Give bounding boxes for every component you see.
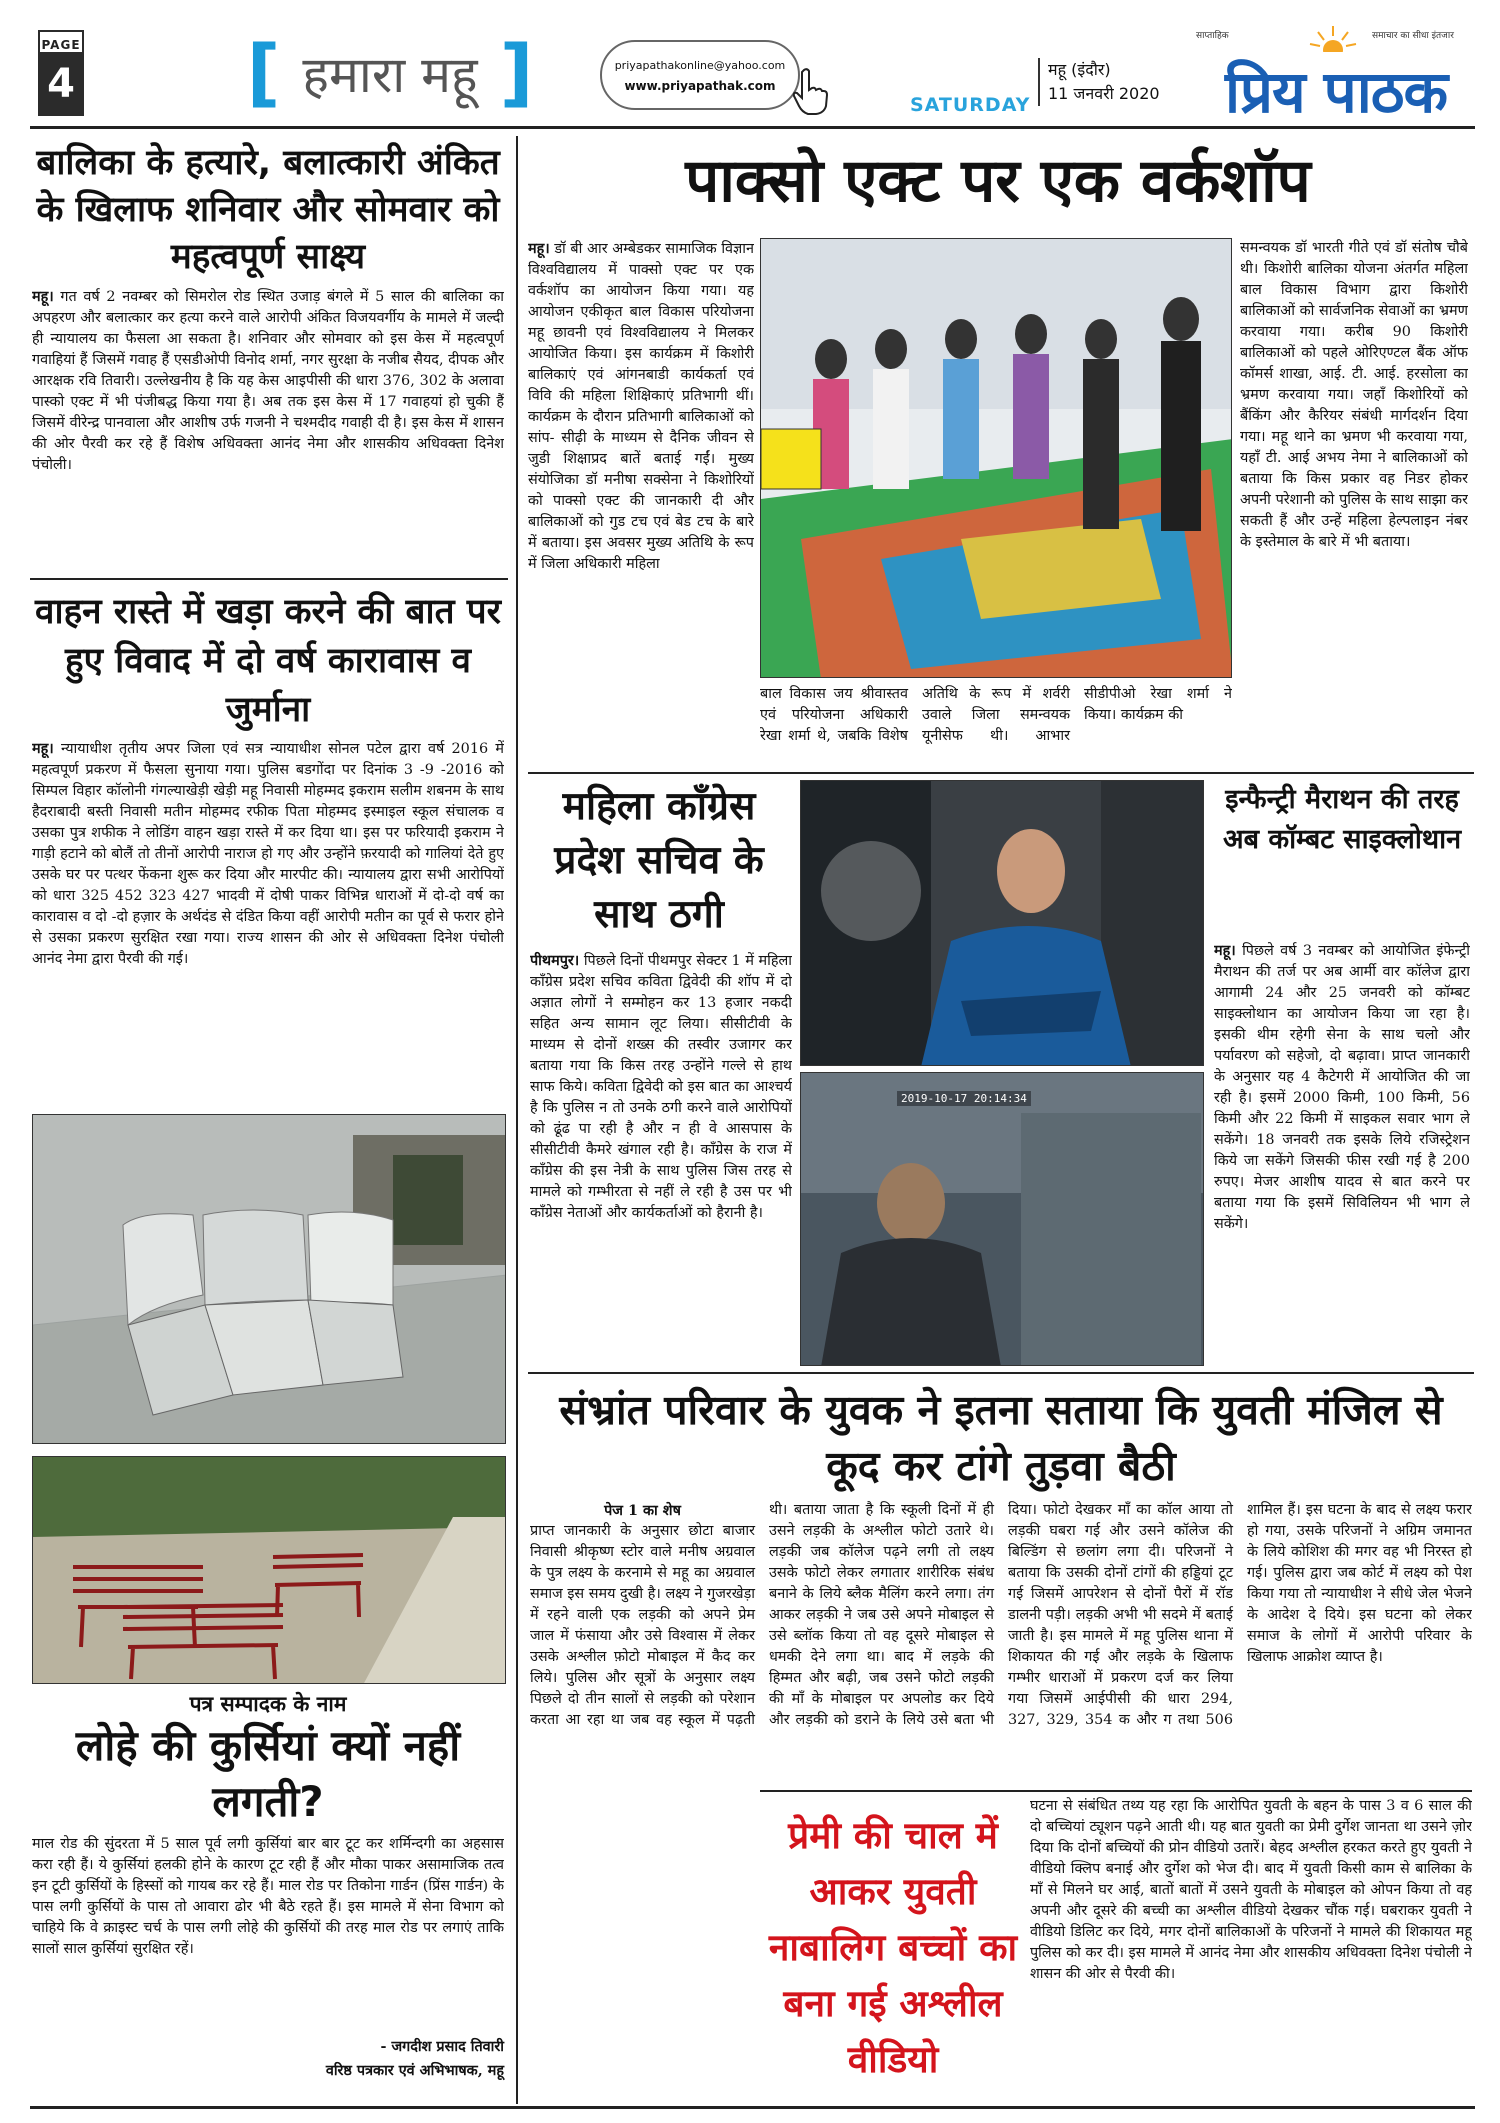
a3-body-right: समन्वयक डॉ भारती गीते एवं डॉ संतोष चौबे थी। किशोरी बालिका योजना अंतर्गत महिला बाल विकास विभाग द्वारा किशोरी बालिकाओं को सार्वजनिक सेवाओं का भ्रमण करवाया गया। करीब 90 किशोरी बालिकाओं को पहले ओरिएण्टल बैंक ऑफ कॉमर्स शाखा, आई. टी. आई. हरसोला का भ्रमण करवाया गया। जहाँ किशोरियों को बैंकिंग और कैरियर संबंधी मार्गदर्शन दिया गया। महू थाने का भ्रमण भी करवाया गया, यहाँ टी. आई अभय नेमा ने बालिकाओं को बताया कि किस प्रकार वह निडर होकर अपनी परेशानी को पुलिस के साथ साझा कर सकती हैं और उन्हें महिला हेल्पलाइन नंबर के इस्तेमाल के बारे में भी बताया। — [1240, 240, 1468, 550]
a3-text-left: डॉ बी आर अम्बेडकर सामाजिक विज्ञान विश्वविद्यालय में पाक्सो एक्ट पर एक वर्कशॉप का आयोजन किया गया। यह आयोजन एकीकृत बाल विकास परियोजना महू छावनी एवं विश्वविद्यालय ने मिलकर आयोजित किया। इस कार्यक्रम में किशोरी बालिकाएं एवं आंगनबाडी कार्यकर्ता एवं विवि की महिला शिक्षिकाएं प्रतिभागी थीं। कार्यक्रम के दौरान प्रतिभागी बालिकाओं को सांप- सीढ़ी के माध्यम से दैनिक जीवन से जुडी शिक्षाप्रद बातें बताई गईं। मुख्य संयोजिका डॉ मनीषा सक्सेना ने किशोरियों को पाक्सो एक्ट की जानकारी दी और बालिकाओं को गुड टच एवं बेड टच के बारे में बताया। इस अवसर मुख्य अतिथि के रूप में जिला अधिकारी महिला — [528, 241, 754, 572]
divider — [30, 578, 508, 580]
left-bracket-icon: [ — [246, 30, 281, 116]
a6-continued: पेज 1 का शेष — [604, 1502, 681, 1519]
a5-dateline: महू। — [1214, 942, 1236, 959]
a4-text: पिछले दिनों पीथमपुर सेक्टर 1 में महिला कॉंग्रेस प्रदेश सचिव कविता द्विवेदी की शॉप में दो अज्ञात लोगों ने सम्मोहन कर 13 हजार नकदी सहित अन्य सामान लूट लिया। सीसीटीवी के माध्यम से दोनों शख्स की तस्वीर उजागर कर बताया गया कि किस तरह उन्होंने गल्ले से हाथ साफ किये। कविता द्विवेदी को इस बात का आश्चर्य है कि पुलिस न तो उनके ठगी करने वाले आरोपियों को ढूंढ पा रही है और न ही वे आसपास के सीसीटीवी कैमरे खंगाल रही है। कॉंग्रेस के राज में कॉंग्रेस की इस नेत्री के साथ पुलिस जिस तरह से मामले को गम्भीरता से नहीं ले रही है उस पर भी कॉंग्रेस नेताओं और कार्यकर्ताओं को हैरानी है। — [530, 953, 792, 1221]
a6-body-continuation — [530, 1790, 752, 2102]
right-bracket-icon: ] — [499, 30, 534, 116]
section-name: हमारा महू — [302, 46, 478, 104]
divider — [528, 772, 1474, 774]
column-rule — [516, 136, 518, 2104]
a7-signature: - जगदीश प्रसाद तिवारी — [380, 2038, 504, 2055]
a2-text: न्यायाधीश तृतीय अपर जिला एवं सत्र न्यायाधीश सोनल पटेल द्वारा वर्ष 2016 में महत्वपूर्ण प्रकरण में फैसला सुनाया गया। पुलिस बडगोंदा पर दिनांक 3 -9 -2016 को सिम्पल विहार कॉलोनी गंगल्याखेड़ी खेड़ी महू निवासी मोहम्मद इकराम सलीम शबनम के साथ हैदराबादी बस्ती निवासी मतीन मोहम्मद रफीक पिता मोहम्मद इस्माइल स्कूल संचालक व उसका पुत्र शफीक ने लोडिंग वाहन खड़ा रास्ते में कर दिया था। इस पर फरियादी इकराम ने गाड़ी हटाने को बोलैं तो तीनों आरोपी नाराज हो गए और उन्होंने फ़रयादी को गालियां देते हुए उसके घर पर पत्थर फेंकना शुरू कर दिया और मारपीट की। न्यायालय द्वारा सभी आरोपियों को धारा 325 452 323 427 भादवी में दोषी पाकर विभिन्न धाराओं में दो-दो वर्ष का कारावास व दो -दो हज़ार के अर्थदंड से दंडित किया वहीं आरोपी मतीन का पूर्व से फरार होने से उसका प्रकरण सुरक्षित रखा गया। राज्य शासन की ओर से अधिवक्ता दिनेश पंचोली आनंद नेमा द्वारा पैरवी की गई। — [32, 741, 504, 967]
a1-headline: बालिका के हत्यारे, बलात्कारी अंकित के खिलाफ शनिवार और सोमवार को महत्वपूर्ण साक्ष्य — [36, 143, 500, 277]
place: महू (इंदौर) — [1048, 60, 1111, 79]
cctv-man-icon — [801, 781, 1204, 1066]
workshop-photo — [760, 238, 1232, 678]
a6-headline: संभ्रांत परिवार के युवक ने इतना सताया कि युवती मंजिल से कूद कर टांगे तुड़वा बैठी — [559, 1386, 1443, 1490]
date-block — [1038, 58, 1160, 106]
page-label: PAGE — [38, 30, 84, 54]
footer-rule — [30, 2106, 1475, 2109]
divider — [760, 1790, 1472, 1792]
a5-body — [1214, 940, 1470, 1366]
masthead-tag-left: साप्ताहिक — [1196, 31, 1229, 41]
a2-dateline: महू। — [32, 740, 54, 757]
cctv-photo-1 — [800, 780, 1204, 1066]
a6-body-top — [530, 1500, 1472, 1784]
steel-bench-icon — [33, 1115, 506, 1444]
a7-signature-role: वरिष्ठ पत्रकार एवं अभिभाषक, महू — [325, 2062, 504, 2079]
a7-headline: लोहे की कुर्सियां क्यों नहीं लगती? — [75, 1721, 461, 1826]
email-text[interactable]: priyapathakonline@yahoo.com — [614, 59, 786, 72]
snakes-ladders-icon — [761, 239, 1232, 678]
a2-headline: वाहन रास्ते में खड़ा करने की बात पर हुए विवाद में दो वर्ष कारावास व जुर्माना — [35, 592, 501, 730]
a7-body: माल रोड की सुंदरता में 5 साल पूर्व लगी कुर्सियां बार बार टूट कर शर्मिन्दगी का अहसास करा रही हैं। ये कुर्सियां हलकी होने के कारण टूट रही हैं और मौका पाकर असामाजिक तत्व इन टूटी कुर्सियों के हिस्सों को गायब कर रहे हैं। माल रोड पर तिकोना गार्डन (प्रिंस गार्डन) के पास लगी कुर्सियों के पास तो आवारा ढोर भी बैठे रहते हैं। इस मामले में सेना विभाग को चाहिये कि वे क्राइस्ट चर्च के पास लगी लोहे की कुर्सियों की तरह माल रोड पर लगाएं ताकि सालों साल कुर्सियां सुरक्षित रहें। — [32, 1836, 504, 1957]
a5-text: पिछले वर्ष 3 नवम्बर को आयोजित इंफेन्ट्री मैराथन की तर्ज पर अब आर्मी वार कॉलेज द्वारा आगामी 24 और 25 जनवरी को कॉम्बट साइक्लोथान का आयोजन किया जा रहा है। इसकी थीम रहेगी सेना के साथ चलो और पर्यावरण को सहेजो, दो बढ़ावा। प्राप्त जानकारी के अनुसार यह 4 कैटेगरी में आयोजित की जा रही है। इसमें 2000 किमी, 100 किमी, 56 किमी और 22 किमी में साइकल सवार भाग ले सकेंगे। 18 जनवरी तक इसके लिये रजिस्ट्रेशन किये जा सकेंगे जिसकी फीस रखी गई है 200 रुपए। मेजर आशीष यादव से बात करने पर बताया गया कि इसमें सिविलियन भी भाग ले सकेंगे। — [1214, 943, 1470, 1232]
masthead-title: प्रिय पाठक — [1224, 58, 1448, 126]
a5-headline: इन्फैन्ट्री मैराथन की तरह अब कॉम्बट साइक्लोथान — [1222, 784, 1462, 855]
a8-headline: प्रेमी की चाल में आकर युवती नाबालिग बच्चों का बना गई अश्लील वीडियो — [768, 1814, 1018, 2081]
a4-body — [530, 950, 792, 1366]
weekday: SATURDAY — [910, 94, 1031, 116]
a1-dateline: महू। — [32, 288, 54, 305]
header-rule — [30, 126, 1475, 129]
masthead-tag-right: समाचार का सीधा इंतजार — [1372, 31, 1454, 41]
cctv-timestamp: 2019-10-17 20:14:34 — [897, 1091, 1031, 1106]
a1-body — [32, 286, 504, 572]
a3-dateline: महू। — [528, 240, 550, 257]
pointing-hand-icon — [790, 66, 830, 116]
a1-text: गत वर्ष 2 नवम्बर को सिमरोल रोड स्थित उजाड़ बंगले में 5 साल की बालिका का अपहरण और बलात्कार कर हत्या करने वाले आरोपी अंकित विजयवर्गीय के मामले में जल्दी ही न्यायालय का फैसला आ सकता है। शनिवार और सोमवार को इस केस में महत्वपूर्ण गवाहियां हैं जिसमें गवाह हैं एसडीओपी विनोद शर्मा, नगर सुरक्षा के नजीब सैयद, दीपक और आरक्षक रवि तिवारी। उल्लेखनीय है कि यह केस आइपीसी की धारा 376, 302 के अलावा पास्को एक्ट में भी पंजीबद्ध किया गया है। अब तक इस केस में 17 गवाहयां हो चुकी हैं जिसमें वीरेन्द्र पानवाला और आशीष उर्फ गजनी ने चश्मदीद गवाही दी है। इस केस में शासन की ओर पैरवी कर रहे हैं विशेष अधिवक्ता आनंद नेमा और शासकीय अधिवक्ता दिनेश पंचोली। — [32, 289, 504, 473]
a3-headline: पाक्सो एक्ट पर एक वर्कशॉप — [685, 146, 1311, 216]
cctv-man-icon — [801, 1073, 1204, 1366]
masthead — [1196, 24, 1476, 126]
page-number-box — [38, 30, 84, 116]
section-title — [240, 28, 540, 118]
cctv-photo-2 — [800, 1072, 1204, 1366]
a3-body-left — [528, 238, 754, 688]
rising-sun-icon — [1308, 24, 1358, 52]
a4-dateline: पीथमपुर। — [530, 952, 580, 969]
a6-text: प्राप्त जानकारी के अनुसार छोटा बाजार निवासी श्रीकृष्ण स्टोर वाले मनीष अग्रवाल के पुत्र लक्ष्य के करनामे से महू का अग्रवाल समाज इस समय दुखी है। लक्ष्य ने गुजरखेड़ा में रहने वाली एक लड़की को अपने प्रेम जाल में फंसाया और उसे विश्वास में लेकर उसके अश्लील फ़ोटो मोबाइल में कैद कर लिये। पुलिस और सूत्रों के अनुसार लक्ष्य पिछले दो तीन सालों से लड़की को परेशान करता आ रहा था जब वह स्कूल में पढ़ती थी। बताया जाता है कि स्कूली दिनों में ही उसने लड़की के अश्लील फोटो उतारे थे। लड़की जब कॉलेज पढ़ने लगी तो लक्ष्य उसके फोटो लेकर लगातार शारीरिक संबंध बनाने के लिये ब्लैक मैलिंग करने लगा। तंग आकर लड़की ने जब उसे अपने मोबाइल से उसे ब्लॉक किया तो वह दूसरे मोबाइल से धमकी देने लगा था। बाद में लड़के की हिम्मत और बढ़ी, जब उसने फोटो लड़की की माँ के मोबाइल पर अपलोड कर दिये और लड़की को डराने के लिये उसे बता भी दिया। फोटो देखकर माँ का कॉल आया तो लड़की घबरा गई और उसने कॉलेज की बिल्डिंग से छलांग लगा दी। परिजनों ने बताया कि उसकी दोनों टांगों की हड्डियां टूट गई जिसमें आपरेशन से दोनों पैरों में रॉड डालनी पड़ी। लड़की अभी भी सदमे में बताई जाती है। इस मामले में महू पुलिस थाना में शिकायत की गई और लड़के के खिलाफ गम्भीर धाराओं में प्रकरण दर्ज कर लिया गया जिसमें आईपीसी की धारा 294, 327, 329, 354 क और ग तथा 506 शामिल हैं। इस घटना के बाद से लक्ष्य फरार हो गया, उसके परिजनों ने अग्रिम जमानत के लिये कोशिश की मगर वह भी निरस्त हो गई। पुलिस द्वारा जब कोर्ट में लक्ष्य को पेश किया गया तो न्यायाधीश ने सीधे जेल भेजने के आदेश दे दिये। इस घटना को लेकर समाज के लोगों में आरोपी परिवार के खिलाफ आक्रोश व्याप्त है। — [530, 1502, 1472, 1728]
red-benches-photo — [32, 1456, 506, 1684]
a4-headline: महिला कॉंग्रेस प्रदेश सचिव के साथ ठगी — [554, 784, 764, 937]
a8-body: घटना से संबंधित तथ्य यह रहा कि आरोपित युवती के बहन के पास 3 व 6 साल की दो बच्चियां ट्यूशन पढ़ने आती थी। यह बात युवती का प्रेमी दुर्गेश जानता था उसने ज़ोर दिया कि दोनों बच्चियों की प्रोन वीडियो उतारें। बेहद अश्लील हरकत करते हुए युवती ने वीडियो क्लिप बनाई और दुर्गेश को भेज दी। बाद में युवती किसी काम से बालिका के माँ से मिलने घर आई, बातों बातों में उसने युवती के मोबाइल को ओपन किया तो वह अपनी और दूसरे की बच्ची का अश्लील वीडियो देखकर चौंक गई। घबराकर युवती ने वीडियो डिलिट कर दिये, मगर दोनों बालिकाओं के परिजनों ने मामले की शिकायत महू पुलिस को कर दी। इस मामले में आनंद नेमा और शासकीय अधिवक्ता दिनेश पंचोली ने शासन की ओर से पैरवी की। — [1030, 1798, 1472, 1982]
a2-body — [32, 738, 504, 1108]
issue-date: 11 जनवरी 2020 — [1048, 84, 1160, 103]
website-text[interactable]: www.priyapathak.com — [624, 79, 776, 93]
page-number: 4 — [47, 61, 75, 107]
a7-kicker: पत्र सम्पादक के नाम — [189, 1692, 347, 1716]
divider — [528, 1372, 1474, 1374]
steel-chairs-photo — [32, 1114, 506, 1444]
a3-body-below: बाल विकास जय श्रीवास्तव एवं परियोजना अधिकारी रेखा शर्मा थे, जबकि विशेष अतिथि के रूप में शर्वरी उवाले जिला समन्वयक यूनीसेफ थी। आभार सीडीपीओ रेखा शर्मा ने किया। कार्यक्रम की — [760, 686, 1232, 744]
contact-badge — [600, 40, 800, 110]
park-bench-icon — [33, 1457, 506, 1684]
